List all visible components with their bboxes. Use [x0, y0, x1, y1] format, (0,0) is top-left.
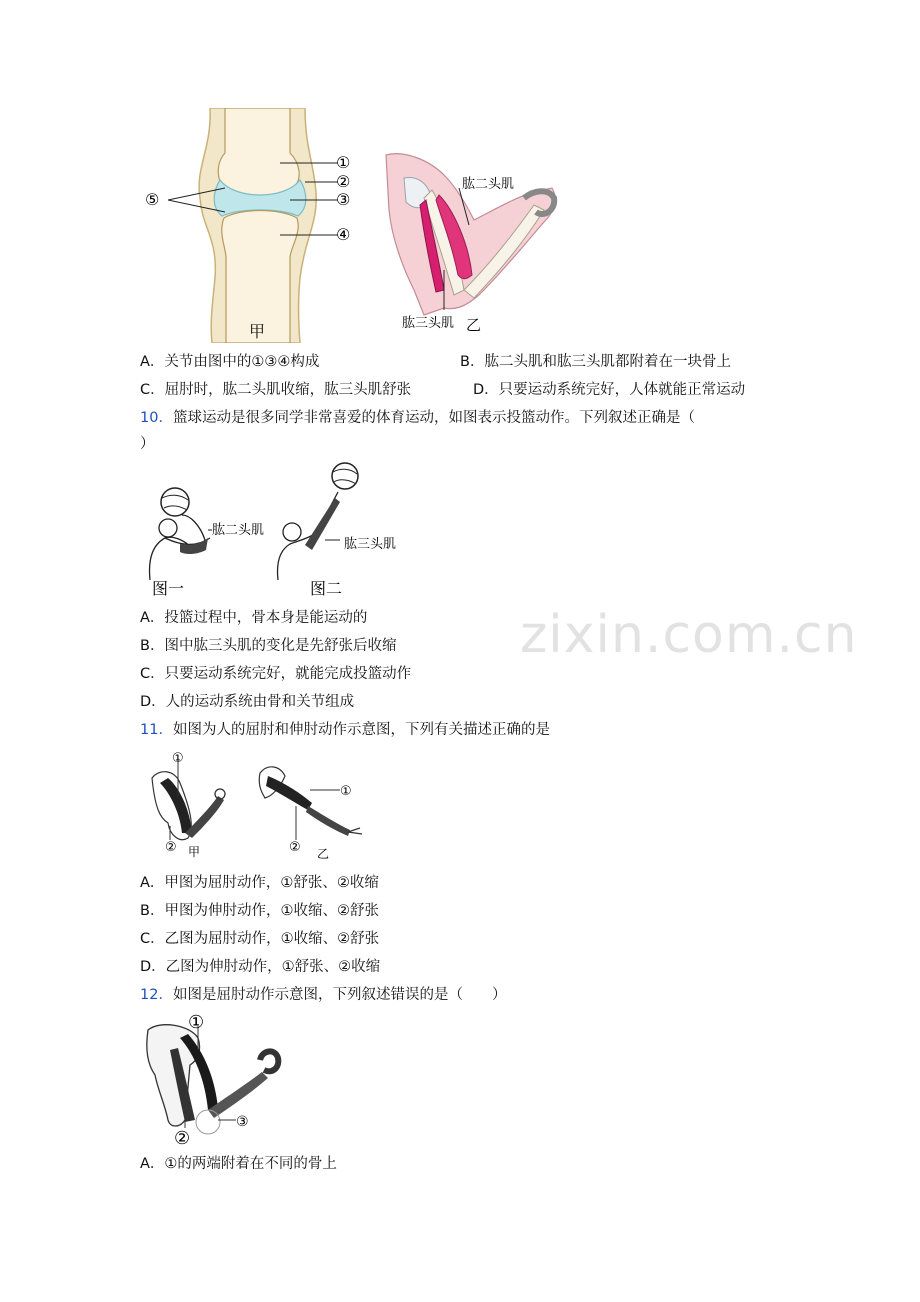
q9-option-d: D．只要运动系统完好，人体就能正常运动 [473, 382, 746, 398]
q11-label-1-jia: ① [172, 751, 184, 766]
q9-option-a: A．关节由图中的①③④构成 [140, 354, 320, 370]
q11-stem-text: 如图为人的屈肘和伸肘动作示意图，下列有关描述正确的是 [172, 722, 550, 738]
q10-number: 10． [140, 410, 173, 426]
q11-number: 11． [140, 722, 173, 738]
q11-stem [140, 720, 550, 740]
q12-option-a: A．①的两端附着在不同的骨上 [140, 1156, 337, 1172]
q10-option-b: B．图中肱三头肌的变化是先舒张后收缩 [140, 638, 397, 654]
q11-caption-jia: 甲 [188, 845, 201, 859]
figure-caption-yi: 乙 [466, 316, 482, 334]
q11-label-2-yi: ② [289, 840, 301, 855]
q11-caption-yi: 乙 [317, 847, 330, 861]
watermark: zixin.com.cn [520, 605, 858, 665]
q10-stem-cont: ） [140, 436, 155, 452]
triceps-label: 肱三头肌 [402, 316, 455, 331]
joint-label-5: ⑤ [145, 190, 160, 209]
q12-stem [140, 985, 506, 1005]
q12-number: 12． [140, 987, 173, 1003]
joint-label-1: ① [336, 153, 351, 172]
q12-label-1: ① [188, 1012, 205, 1033]
biceps-label: 肱二头肌 [462, 177, 515, 192]
joint-diagram [140, 108, 370, 343]
q9-option-c: C．屈肘时，肱二头肌收缩，肱三头肌舒张 [140, 382, 412, 398]
figure-caption-jia: 甲 [249, 322, 266, 341]
elbow-flex-diagram-q12 [140, 1010, 290, 1150]
q11-option-d: D．乙图为伸肘动作，①舒张、②收缩 [140, 959, 381, 975]
q10-fig2-caption: 图二 [310, 579, 343, 598]
q12-label-3: ③ [236, 1114, 249, 1130]
q10-option-d: D．人的运动系统由骨和关节组成 [140, 694, 355, 710]
arm-muscle-diagram [384, 150, 564, 335]
q10-biceps-label: 肱二头肌 [212, 523, 265, 538]
q10-fig1-caption: 图一 [152, 579, 185, 598]
joint-label-4: ④ [336, 225, 351, 244]
joint-label-2: ② [336, 172, 351, 191]
q12-label-2: ② [174, 1128, 191, 1149]
q11-option-b: B．甲图为伸肘动作，①收缩、②舒张 [140, 903, 379, 919]
q11-option-c: C．乙图为屈肘动作，①收缩、②舒张 [140, 931, 380, 947]
q9-option-b: B．肱二头肌和肱三头肌都附着在一块骨上 [460, 354, 731, 370]
q10-option-a: A．投篮过程中，骨本身是能运动的 [140, 610, 368, 626]
q11-option-a: A．甲图为屈肘动作，①舒张、②收缩 [140, 875, 379, 891]
q10-stem [140, 408, 695, 428]
elbow-flex-extend-diagram [140, 748, 370, 866]
q12-stem-text: 如图是屈肘动作示意图，下列叙述错误的是（ ） [172, 987, 507, 1003]
q11-label-2-jia: ② [165, 840, 177, 855]
joint-label-3: ③ [336, 190, 351, 209]
q11-label-1-yi: ① [340, 784, 352, 799]
basketball-diagram [140, 460, 410, 600]
q10-triceps-label: 肱三头肌 [344, 537, 397, 552]
q10-option-c: C．只要运动系统完好，就能完成投篮动作 [140, 666, 412, 682]
q10-stem-text: 篮球运动是很多同学非常喜爱的体育运动，如图表示投篮动作。下列叙述正确是（ [172, 410, 695, 426]
